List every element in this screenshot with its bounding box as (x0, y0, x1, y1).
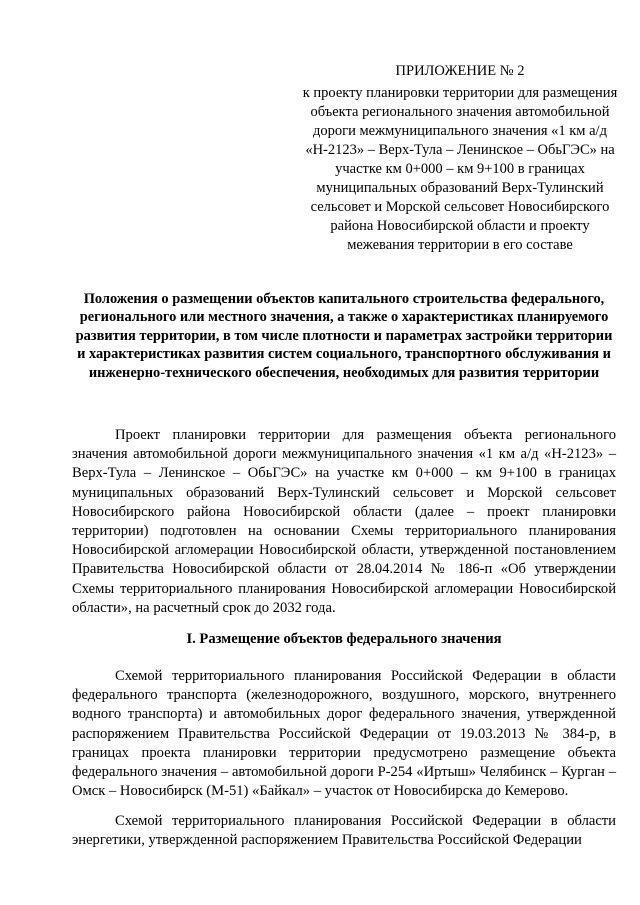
appendix-subtitle: к проекту планировки территории для размещения объекта регионального значения автомобильной дороги межмуниципального значения «1 км а/д «Н-2123» – Верх-Тула – Ленинское – ОбьГЭС» на участке км 0+000 – км 9+100 в границах муниципальных образований Верх-Тулинский сельсовет и Морской сельсовет Новосибирского района Новосибирской области и проекту межевания территории в его составе (302, 85, 618, 253)
section-title: I. Размещение объектов федерального значения (186, 631, 502, 647)
appendix-title: ПРИЛОЖЕНИЕ № 2 (395, 63, 525, 79)
appendix-block (300, 62, 620, 255)
paragraph-energy: Схемой территориального планирования Российской Федерации в области энергетики, утвержденной распоряжением Правительства Российской Федерации (72, 813, 616, 849)
document-heading: Положения о размещении объектов капитального строительства федерального, регионального или местного значения, а также о характеристиках планируемого развития территории, в том числе плотности и параметрах застройки территории и характеристиках развития систем социального, транспортного обслуживания и инженерно-технического обеспечения, необходимых для развития территории (75, 291, 613, 381)
paragraph-federal-transport: Схемой территориального планирования Российской Федерации в области федерального транспорта (железнодорожного, воздушного, морского, внутреннего водного транспорта) и автомобильных дорог федерального значения, утвержденной распоряжением Правительства Российской Федерации от 19.03.2013 № 384-р, в границах проекта планировки территории предусмотрено размещение объекта федерального значения – автомобильной дороги Р-254 «Иртыш» Челябинск – Курган – Омск – Новосибирск (М-51) «Байкал» – участок от Новосибирска до Кемерово. (72, 668, 616, 800)
paragraph-intro: Проект планировки территории для размещения объекта регионального значения автомобильной дороги межмуниципального значения «1 км а/д «Н-2123» – Верх-Тула – Ленинское – ОбьГЭС» на участке км 0+000 – км 9+100 в границах муниципальных образований Верх-Тулинский сельсовет и Морской сельсовет Новосибирского района Новосибирской области (далее – проект планировки территории) подготовлен на основании Схемы территориального планирования Новосибирской агломерации Новосибирской области, утвержденной постановлением Правительства Новосибирской области от 28.04.2014 № 186-п «Об утверждении Схемы территориального планирования Новосибирской агломерации Новосибирской области», на расчетный срок до 2032 года. (72, 427, 616, 616)
